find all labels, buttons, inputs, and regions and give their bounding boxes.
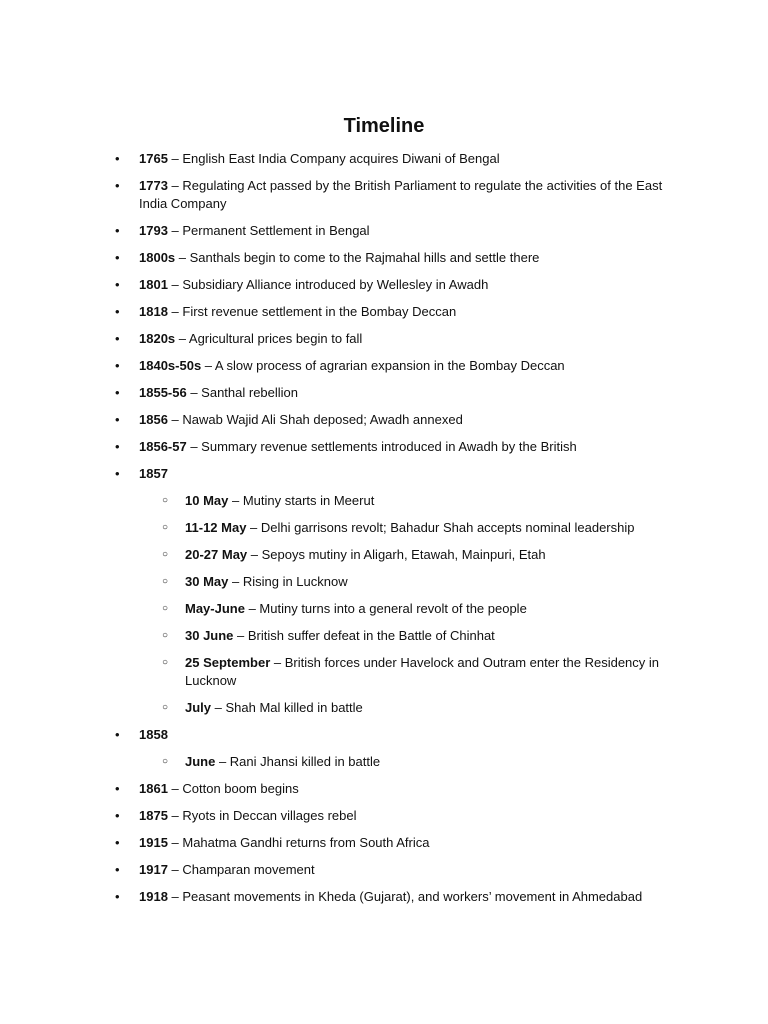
timeline-subitem-text: – Rising in Lucknow — [228, 574, 348, 589]
timeline-subitem-text: – Mutiny turns into a general revolt of the people — [244, 601, 527, 616]
timeline-text: – Agricultural prices begin to fall — [175, 331, 363, 346]
timeline-item — [0, 465, 768, 717]
timeline-sublist — [139, 753, 668, 771]
timeline-date: 1861 — [139, 781, 168, 796]
timeline-subitem-date: 20-27 May — [185, 547, 248, 562]
timeline-date: 1858 — [139, 727, 168, 742]
timeline-text: – Summary revenue settlements introduced in Awadh by the British — [186, 439, 577, 454]
timeline-subitem-date: 25 September — [185, 655, 271, 670]
timeline-item — [0, 834, 768, 852]
timeline-subitem-text: – British forces under Havelock and Outram enter the Residency in Lucknow — [185, 655, 660, 688]
timeline-text: – Santhal rebellion — [186, 385, 299, 400]
timeline-text: – Cotton boom begins — [167, 781, 299, 796]
timeline-subitem-date: 30 May — [185, 574, 229, 589]
timeline-subitem-date: 11-12 May — [185, 520, 247, 535]
timeline-subitem — [139, 573, 668, 591]
timeline-text: – Santhals begin to come to the Rajmahal hills and settle there — [175, 250, 540, 265]
timeline-date: 1801 — [139, 277, 168, 292]
timeline-item — [0, 357, 768, 375]
timeline-date: 1915 — [139, 835, 168, 850]
timeline-subitem-date: June — [185, 754, 216, 769]
timeline-text: – English East India Company acquires Diwani of Bengal — [167, 151, 500, 166]
timeline-text: – First revenue settlement in the Bombay Deccan — [167, 304, 457, 319]
timeline-item — [0, 384, 768, 402]
timeline-subitem-date: July — [185, 700, 212, 715]
timeline-date: 1875 — [139, 808, 168, 823]
timeline-date: 1857 — [139, 466, 168, 481]
timeline-subitem-date: 10 May — [185, 493, 229, 508]
timeline-date: 1840s-50s — [139, 358, 202, 373]
timeline-subitem-text: – Rani Jhansi killed in battle — [215, 754, 381, 769]
timeline-text: – Regulating Act passed by the British Parliament to regulate the activities of the East India Company — [139, 178, 663, 211]
timeline-date: 1773 — [139, 178, 168, 193]
timeline-subitem-text: – Shah Mal killed in battle — [211, 700, 363, 715]
timeline-item — [0, 411, 768, 429]
timeline-sublist — [139, 492, 668, 717]
timeline-item — [0, 150, 768, 168]
timeline-date: 1820s — [139, 331, 176, 346]
timeline-date: 1856-57 — [139, 439, 187, 454]
timeline-text: – A slow process of agrarian expansion in the Bombay Deccan — [201, 358, 565, 373]
timeline-subitem — [139, 627, 668, 645]
timeline-date: 1918 — [139, 889, 168, 904]
timeline-date: 1855-56 — [139, 385, 187, 400]
timeline-item — [0, 303, 768, 321]
timeline-text: – Champaran movement — [167, 862, 315, 877]
timeline-list — [0, 150, 768, 915]
timeline-subitem — [139, 492, 668, 510]
page-title: Timeline — [343, 115, 425, 137]
timeline-item — [0, 330, 768, 348]
timeline-item — [0, 177, 768, 213]
timeline-subitem — [139, 654, 668, 690]
timeline-subitem-text: – Mutiny starts in Meerut — [228, 493, 375, 508]
timeline-item — [0, 438, 768, 456]
timeline-date: 1793 — [139, 223, 168, 238]
timeline-date: 1800s — [139, 250, 176, 265]
timeline-text: – Nawab Wajid Ali Shah deposed; Awadh annexed — [167, 412, 463, 427]
timeline-item — [0, 726, 768, 771]
timeline-subitem — [139, 753, 668, 771]
timeline-item — [0, 222, 768, 240]
timeline-subitem — [139, 699, 668, 717]
timeline-subitem-text: – Sepoys mutiny in Aligarh, Etawah, Mainpuri, Etah — [247, 547, 546, 562]
timeline-text: – Ryots in Deccan villages rebel — [167, 808, 357, 823]
timeline-subitem — [139, 600, 668, 618]
timeline-date: 1818 — [139, 304, 168, 319]
timeline-date: 1856 — [139, 412, 168, 427]
timeline-text: – Mahatma Gandhi returns from South Africa — [167, 835, 430, 850]
timeline-subitem — [139, 546, 668, 564]
timeline-item — [0, 807, 768, 825]
timeline-text: – Subsidiary Alliance introduced by Wellesley in Awadh — [167, 277, 489, 292]
timeline-subitem-text: – British suffer defeat in the Battle of Chinhat — [233, 628, 495, 643]
timeline-date: 1765 — [139, 151, 168, 166]
timeline-subitem-date: May-June — [185, 601, 245, 616]
timeline-text: – Peasant movements in Kheda (Gujarat), and workers’ movement in Ahmedabad — [167, 889, 643, 904]
timeline-subitem-date: 30 June — [185, 628, 234, 643]
timeline-item — [0, 780, 768, 798]
timeline-subitem — [139, 519, 668, 537]
timeline-item — [0, 888, 768, 906]
timeline-item — [0, 276, 768, 294]
timeline-date: 1917 — [139, 862, 168, 877]
timeline-subitem-text: – Delhi garrisons revolt; Bahadur Shah accepts nominal leadership — [246, 520, 635, 535]
timeline-item — [0, 249, 768, 267]
timeline-item — [0, 861, 768, 879]
timeline-text: – Permanent Settlement in Bengal — [167, 223, 370, 238]
